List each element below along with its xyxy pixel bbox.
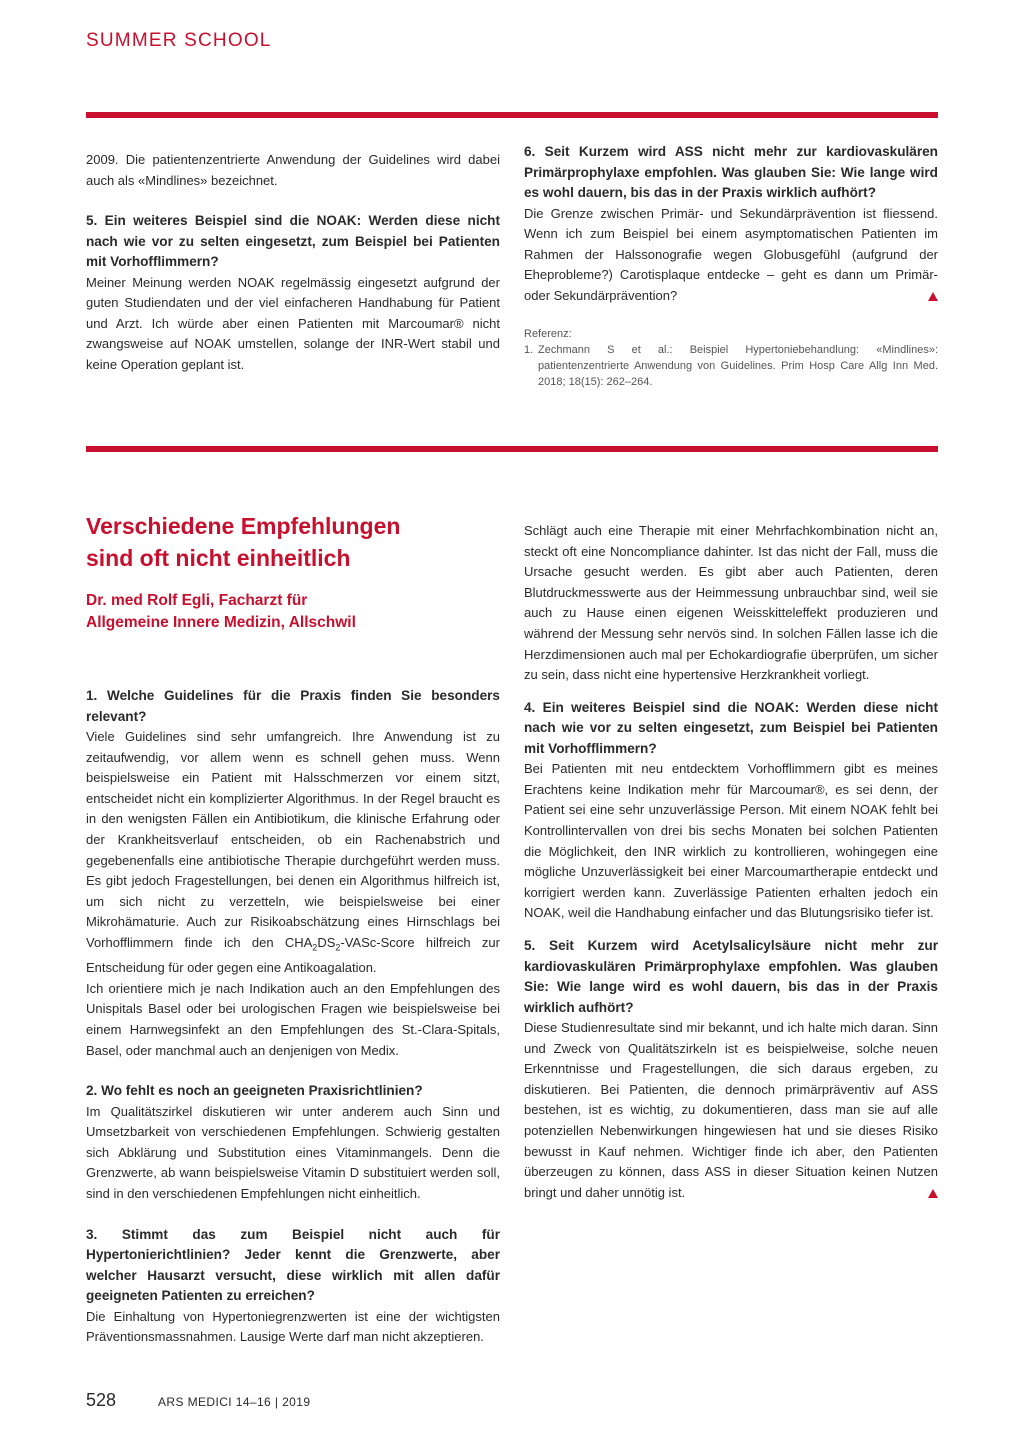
answer-1a: Viele Guidelines sind sehr umfangreich. Ihre Anwendung ist zu zeitaufwendig, vor allem wenn es schnell gehen muss. Wenn beispielsweise ein Patient mit Halsschmerzen vor einem sitzt, entscheidet nicht ein komplizierter Algorithmus. In der Regel braucht es in den wenigsten Fällen ein Antibiotikum, die klinische Erfahrung oder der Krankheitsverlauf entscheiden, ob ein Rachenabstrich und gegebenenfalls eine antibiotische Therapie durchgeführt werden muss. Es gibt jedoch Fragestellungen, bei denen ein Algorithmus hilfreich ist, um sich nicht zu verzetteln, wie beispielsweise bei einer Mikrohämaturie. Auch zur Risikoabschätzung eines Hirnschlags bei Vorhofflimmern finde ich den $CHA_2DS_2-VASc$-Score hilfreich zur Entscheidung für oder gegen eine Antikoagalation. [86,729,500,976]
top-left-column [86,150,500,376]
page-number: 528 [86,1390,117,1410]
journal-name: ARS MEDICI 14–16 | 2019 [158,1395,311,1409]
answer-2: Im Qualitätszirkel diskutieren wir unter anderem auch Sinn und Umsetzbarkeit von verschiedenen Empfehlungen. Schwierig gestalten sich Abklärung und Substitution eines Vitaminmangels. Denn die Grenzwerte, ab wann beispielsweise Vitamin D substituiert werden soll, sind in den verschiedenen Empfehlungen nicht einheitlich. [86,1103,500,1201]
answer-5 [524,1018,938,1203]
answer-3-continued: Schlägt auch eine Therapie mit einer Mehrfachkombination nicht an, steckt oft eine Noncompliance dahinter. Ist das nicht der Fall, muss die Ursache gesucht werden. Es gibt aber auch Patienten, deren Blutdruckmesswerte aus der Heimmessung unbrauchbar sind, weil sie auch zu Hause einen eigenen Weisskitteleffekt produzieren und während der Messung sehr nervös sind. In solchen Fällen lasse ich die Herzdimensionen auch mal per Echokardiografie überprüfen, um sicher zu sein, dass nicht eine hypertensive Herzkrankheit vorliegt. [524,523,938,683]
right-column [524,521,938,1203]
section-divider [86,446,938,452]
end-mark-icon [928,1189,938,1198]
top-right-column [524,142,938,390]
reference-item [524,342,938,390]
question-3: 3. Stimmt das zum Beispiel nicht auch für Hypertonierichtlinien? Jeder kennt die Grenzwerte, aber welcher Hausarzt versucht, diese wirklich mit allen dafür geeigneten Patienten zu erreichen? [86,1226,500,1304]
author-byline [86,590,486,634]
section-header: SUMMER SCHOOL [86,30,272,51]
reference-block [524,326,938,390]
question-1: 1. Welche Guidelines für die Praxis finden Sie besonders relevant? [86,688,500,724]
answer-1b: Ich orientiere mich je nach Indikation auch an den Empfehlungen des Unispitals Basel oder bei urologischen Fragen wie beispielsweise bei einem Harnwegsinfekt an den Empfehlungen des St.-Clara-Spitals, Basel, oder manchmal auch an denjenigen von Medix. [86,980,500,1058]
answer-5-text: Diese Studienresultate sind mir bekannt, und ich halte mich daran. Sinn und Zweck von Qualitätszirkeln ist es beispielweise, solche neuen Erkenntnisse und Fragestellungen, die sich daraus ergeben, zu diskutieren. Bei Patienten, die dennoch primärpräventiv auf ASS bestehen, ist es wichtig, zu dokumentieren, dass man sie auf alle potenziellen Nebenwirkungen hingewiesen hat und sie dieses Risiko bewusst in Kauf nehmen. Wichtiger finde ich aber, den Patienten überzeugen zu können, dass ASS in dieser Situation keinen Nutzen bringt und daher unnötig ist. [524,1020,938,1200]
answer-5-top: Meiner Meinung werden NOAK regelmässig eingesetzt aufgrund der guten Studiendaten und der viel einfacheren Handhabung für Patient und Arzt. Ich würde aber einen Patienten mit Marcoumar® nicht zwangsweise auf NOAK umstellen, solange der INR-Wert stabil und keine Operation geplant ist. [86,274,500,373]
article-title-line-2: sind oft nicht einheitlich [86,545,351,571]
left-column [86,686,500,1348]
article-title-line-1: Verschiedene Empfehlungen [86,513,401,539]
question-5: 5. Seit Kurzem wird Acetylsalicylsäure nicht mehr zur kardiovaskulären Primärprophylaxe empfohlen. Was glauben Sie: Wie lange wird es wohl dauern, bis das in der Praxis wirklich aufhört? [524,938,938,1015]
question-6: 6. Seit Kurzem wird ASS nicht mehr zur kardiovaskulären Primärprophylaxe empfohlen. Was glauben Sie: Wie lange wird es wohl dauern, bis das in der Praxis wirklich aufhört? [524,144,938,200]
intro-paragraph: 2009. Die patientenzentrierte Anwendung der Guidelines wird dabei auch als «Mindlines» bezeichnet. [86,152,500,188]
answer-6-text: Die Grenze zwischen Primär- und Sekundärprävention ist fliessend. Wenn ich zum Beispiel bei einem asymptomatischen Patienten im Rahmen der Halssonografie wegen Globusgefühl (aufgrund der Eheprobleme?) Carotisplaque entdecke – geht es dann um Primär- oder Sekundärprävention? [524,205,938,303]
answer-4: Bei Patienten mit neu entdecktem Vorhofflimmern gibt es meines Erachtens keine Indikation mehr für Marcoumar®, es sei denn, der Patient sei eine sehr unzuverlässige Person. Mit einem NOAK fehlt bei Kontrollintervallen von drei bis sechs Monaten bei solchen Patienten die Möglichkeit, den INR wirklich zu kontrollieren, wohingegen eine mögliche Unzuverlässigkeit bei einer Marcoumartherapie entdeckt und korrigiert werden kann. Zuverlässige Patienten erhalten jedoch ein NOAK, weil die Handhabung einfacher und das Blutungsrisiko tiefer ist. [524,761,938,921]
top-divider [86,112,938,118]
reference-number: 1. [524,344,534,357]
reference-label: Referenz: [524,328,572,341]
question-5-top: 5. Ein weiteres Beispiel sind die NOAK: Werden diese nicht nach wie vor zu selten eingesetzt, zum Beispiel bei Patienten mit Vorhofflimmern? [86,213,500,270]
end-mark-icon [928,292,938,301]
answer-3: Die Einhaltung von Hypertoniegrenzwerten ist eine der wichtigsten Präventionsmassnahmen. Lausige Werte darf man nicht akzeptieren. [86,1308,500,1345]
author-line-1: Dr. med Rolf Egli, Facharzt für [86,592,308,609]
question-2: 2. Wo fehlt es noch an geeigneten Praxisrichtlinien? [86,1083,423,1099]
reference-text: Zechmann S et al.: Beispiel Hypertoniebehandlung: «Mindlines»: patientenzentrierte Anwendung von Guidelines. Prim Hosp Care Allg Inn Med. 2018; 18(15): 262–264. [538,344,938,389]
question-4: 4. Ein weiteres Beispiel sind die NOAK: Werden diese nicht nach wie vor zu selten eingesetzt, zum Beispiel bei Patienten mit Vorhofflimmern? [524,699,938,756]
answer-6 [524,204,938,307]
article-title [86,510,486,574]
author-line-2: Allgemeine Innere Medizin, Allschwil [86,614,356,631]
